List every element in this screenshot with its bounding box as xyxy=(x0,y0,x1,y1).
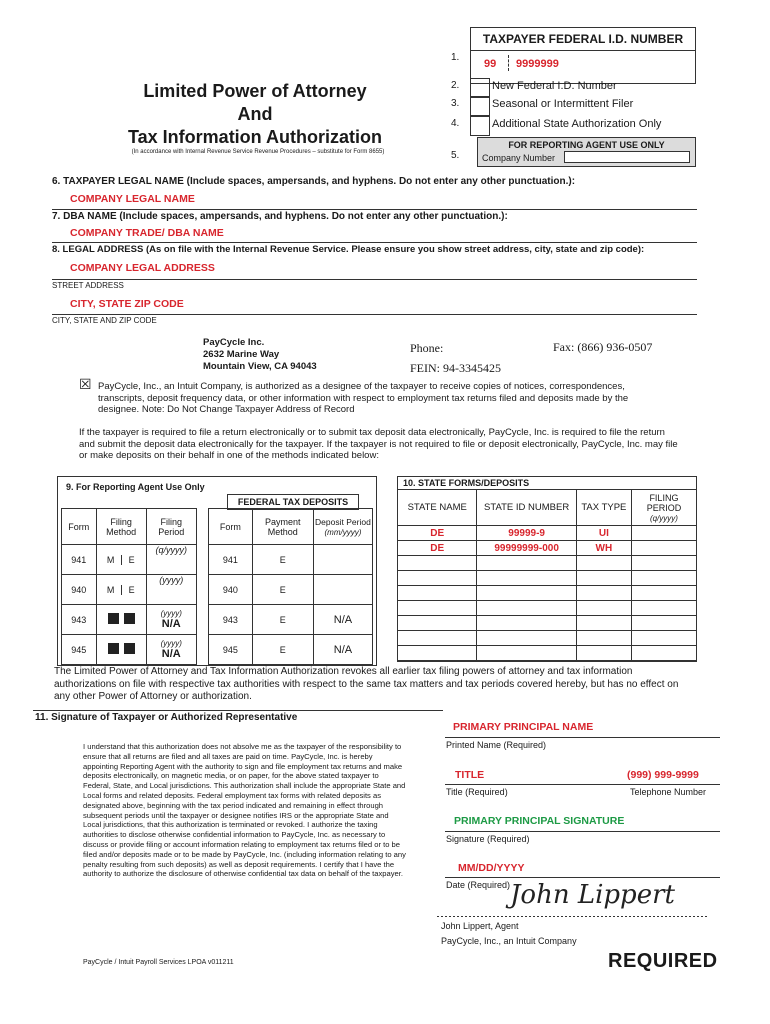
date-label: Date (Required) xyxy=(446,880,511,890)
tax-type-4[interactable] xyxy=(576,571,631,586)
field-6-label: 6. TAXPAYER LEGAL NAME (Include spaces, ampersands, and hyphens. Do not enter any other punctuation.): xyxy=(52,176,576,187)
form-940-dep: 940 xyxy=(209,575,252,605)
blocked-square-icon xyxy=(108,643,119,654)
filing-method-941 xyxy=(96,545,146,575)
state-name-5[interactable] xyxy=(398,586,477,601)
col-state-name: STATE NAME xyxy=(398,490,477,526)
reporting-agent-title: FOR REPORTING AGENT USE ONLY xyxy=(508,140,665,150)
fax-number: Fax: (866) 936-0507 xyxy=(553,340,653,354)
filing-method-940 xyxy=(96,575,146,605)
period-943-format: (yyyy) xyxy=(160,609,182,618)
field-7-line xyxy=(52,242,697,243)
filing-period-format: (q/yyyy) xyxy=(649,513,678,523)
filing-period-6[interactable] xyxy=(631,601,696,616)
blocked-square-icon xyxy=(108,613,119,624)
printed-name-label: Printed Name (Required) xyxy=(446,740,547,750)
col-filing-method: Filing Method xyxy=(96,509,146,545)
option-3-checkbox[interactable] xyxy=(470,96,490,116)
form-943-dep: 943 xyxy=(209,605,252,635)
field-7-label: 7. DBA NAME (Include spaces, ampersands, and hyphens. Do not enter any other punctuation.): xyxy=(52,211,508,222)
revoke-paragraph: The Limited Power of Attorney and Tax Information Authorization revokes all earlier tax filing powers of attorney and tax information authorizations on file with respective tax authorities with respect to the same tax matters and tax periods covered hereby, but has no effect on any other Power of Attorney or authorization. xyxy=(54,666,679,702)
table-row xyxy=(62,635,373,665)
col-state-id: STATE ID NUMBER xyxy=(477,490,576,526)
period-941[interactable]: (q/yyyy) xyxy=(146,545,196,575)
option-2-number: 2. xyxy=(451,80,460,91)
method-e-940[interactable]: E xyxy=(128,584,135,595)
table-row xyxy=(398,556,697,571)
state-id-1[interactable]: 99999-9 xyxy=(477,526,576,541)
state-table xyxy=(397,489,697,661)
tax-type-1[interactable]: UI xyxy=(576,526,631,541)
agent-street: 2632 Marine Way xyxy=(203,349,280,360)
designee-text: PayCycle, Inc., an Intuit Company, is authorized as a designee of the taxpayer to receive copies of notices, correspondences, transcripts, deposit frequency data, or other information with respect to employment tax returns filed and deposits made by the designee. Note: Do Not Change Taxpayer Address of Record xyxy=(98,381,629,415)
title-line-3: Tax Information Authorization xyxy=(128,127,382,147)
tax-type-3[interactable] xyxy=(576,556,631,571)
electronic-filing-paragraph: If the taxpayer is required to file a return electronically or to submit tax deposit data electronically, PayCycle, Inc. is required to file the return and submit the deposit data electronically for the taxpayer. If the taxpayer is not required to file or deposit electronically, PayCycle, Inc. may file or make deposits on their behalf in one of the methods indicated below: xyxy=(79,427,678,461)
section-11-top-line xyxy=(33,710,443,711)
payment-945[interactable]: E xyxy=(252,635,313,665)
tax-type-5[interactable] xyxy=(576,586,631,601)
state-id-2[interactable]: 99999999-000 xyxy=(477,541,576,556)
company-number-label: Company Number xyxy=(482,153,556,163)
agent-signer-name: John Lippert, Agent xyxy=(441,921,519,931)
date-line xyxy=(445,877,720,878)
method-m-940[interactable]: M xyxy=(101,585,122,595)
city-line xyxy=(52,314,697,315)
tax-type-2[interactable]: WH xyxy=(576,541,631,556)
period-945-na: N/A xyxy=(161,648,181,660)
city-state-zip[interactable]: CITY, STATE ZIP CODE xyxy=(70,298,184,310)
payment-940[interactable]: E xyxy=(252,575,313,605)
filing-period-2[interactable] xyxy=(631,541,696,556)
table-row xyxy=(398,571,697,586)
period-945[interactable] xyxy=(146,635,196,665)
table-row xyxy=(398,541,697,556)
federal-id-header: TAXPAYER FEDERAL I.D. NUMBER xyxy=(482,32,684,46)
filing-period-1[interactable] xyxy=(631,526,696,541)
filing-period-8[interactable] xyxy=(631,631,696,646)
state-id-4[interactable] xyxy=(477,571,576,586)
signature-value[interactable]: PRIMARY PRINCIPAL SIGNATURE xyxy=(454,815,625,827)
state-id-6[interactable] xyxy=(477,601,576,616)
state-id-8[interactable] xyxy=(477,631,576,646)
option-3-label: Seasonal or Intermittent Filer xyxy=(492,98,634,110)
field-8-label: 8. LEGAL ADDRESS (As on file with the Internal Revenue Service. Please ensure you show street address, city, state and zip code): xyxy=(52,244,645,255)
option-4-checkbox[interactable] xyxy=(470,116,490,136)
title-value[interactable]: TITLE xyxy=(455,769,485,781)
blocked-square-icon xyxy=(124,643,135,654)
table-row xyxy=(398,631,697,646)
telephone-label: Telephone Number xyxy=(630,787,707,797)
table-row xyxy=(398,616,697,631)
filing-period-5[interactable] xyxy=(631,586,696,601)
option-4-number: 4. xyxy=(451,118,460,129)
title-line-2: And xyxy=(237,104,273,124)
title-subtitle: (In accordance with Internal Revenue Service Revenue Procedures – substitute for Form 8655) xyxy=(131,149,385,155)
phone-label: Phone: xyxy=(410,341,444,355)
tax-type-8[interactable] xyxy=(576,631,631,646)
agent-city: Mountain View, CA 94043 xyxy=(203,361,317,372)
form-943: 943 xyxy=(62,605,97,635)
id-dash-separator xyxy=(508,55,510,71)
federal-id-suffix[interactable]: 9999999 xyxy=(516,58,559,70)
agent-name: PayCycle Inc. xyxy=(203,337,265,348)
filing-method-943-blocked xyxy=(96,605,146,635)
table-row xyxy=(62,605,373,635)
period-943-na: N/A xyxy=(161,618,181,630)
footer-version: PayCycle / Intuit Payroll Services LPOA v011211 xyxy=(83,959,234,966)
legal-street-address[interactable]: COMPANY LEGAL ADDRESS xyxy=(70,262,215,274)
table-row xyxy=(62,575,373,605)
table-row xyxy=(398,646,697,661)
filing-method-945-blocked xyxy=(96,635,146,665)
signature-label: Signature (Required) xyxy=(446,834,530,844)
filing-period-label: FILING PERIOD xyxy=(646,492,682,513)
tax-type-9[interactable] xyxy=(576,646,631,661)
agent-signature-line xyxy=(437,916,707,917)
federal-tax-deposits-title: FEDERAL TAX DEPOSITS xyxy=(227,494,359,510)
period-943[interactable] xyxy=(146,605,196,635)
state-id-5[interactable] xyxy=(477,586,576,601)
tax-type-7[interactable] xyxy=(576,616,631,631)
street-address-label: STREET ADDRESS xyxy=(52,281,124,290)
period-940[interactable]: (yyyy) xyxy=(146,575,196,605)
table-row xyxy=(398,601,697,616)
agent-address xyxy=(203,337,317,373)
state-name-2[interactable]: DE xyxy=(398,541,477,556)
form-940: 940 xyxy=(62,575,97,605)
blocked-square-icon xyxy=(124,613,135,624)
state-name-7[interactable] xyxy=(398,616,477,631)
deposit-period-label: Deposit Period xyxy=(315,516,371,527)
option-3-number: 3. xyxy=(451,98,460,109)
method-m-941[interactable]: M xyxy=(101,555,122,565)
required-stamp: REQUIRED xyxy=(608,950,718,972)
tax-type-6[interactable] xyxy=(576,601,631,616)
street-line xyxy=(52,279,697,280)
col-deposit-period xyxy=(313,509,372,545)
section-11-title: 11. Signature of Taxpayer or Authorized Representative xyxy=(35,712,298,723)
city-state-zip-label: CITY, STATE AND ZIP CODE xyxy=(52,316,157,325)
federal-table xyxy=(61,508,373,665)
federal-id-prefix[interactable]: 99 xyxy=(484,58,497,70)
period-945-format: (yyyy) xyxy=(160,639,182,648)
section-10-title: 10. STATE FORMS/DEPOSITS xyxy=(403,478,530,488)
option-4-label: Additional State Authorization Only xyxy=(492,118,662,130)
date-value[interactable]: MM/DD/YYYY xyxy=(458,862,525,874)
agent-signer-company: PayCycle, Inc., an Intuit Company xyxy=(441,936,577,946)
field-6-line xyxy=(52,209,697,210)
filing-period-4[interactable] xyxy=(631,571,696,586)
payment-943[interactable]: E xyxy=(252,605,313,635)
taxpayer-legal-name[interactable]: COMPANY LEGAL NAME xyxy=(70,193,195,205)
deposit-945[interactable]: N/A xyxy=(313,635,372,665)
state-id-3[interactable] xyxy=(477,556,576,571)
form-945-dep: 945 xyxy=(209,635,252,665)
printed-name-value[interactable]: PRIMARY PRINCIPAL NAME xyxy=(453,721,594,733)
option-2-checkbox[interactable] xyxy=(470,78,490,98)
payment-941[interactable]: E xyxy=(252,545,313,575)
section-9-title: 9. For Reporting Agent Use Only xyxy=(66,482,205,492)
fein-number: FEIN: 94-3345425 xyxy=(410,361,501,375)
dba-name[interactable]: COMPANY TRADE/ DBA NAME xyxy=(70,227,224,239)
col-filing-period: Filing Period xyxy=(146,509,196,545)
method-e-941[interactable]: E xyxy=(128,554,135,565)
signature-line xyxy=(445,831,720,832)
title-label: Title (Required) xyxy=(446,787,508,797)
filing-period-9[interactable] xyxy=(631,646,696,661)
agent-signature: John Lippert xyxy=(510,880,675,910)
designee-checkbox[interactable]: ☒ xyxy=(79,376,92,392)
form-title xyxy=(100,80,410,149)
form-941-dep: 941 xyxy=(209,545,252,575)
printed-name-line xyxy=(445,737,720,738)
title-line-1: Limited Power of Attorney xyxy=(143,81,367,101)
deposit-943[interactable]: N/A xyxy=(313,605,372,635)
item-1-number: 1. xyxy=(451,52,460,63)
state-name-1[interactable]: DE xyxy=(398,526,477,541)
state-id-7[interactable] xyxy=(477,616,576,631)
state-id-9[interactable] xyxy=(477,646,576,661)
state-name-3[interactable] xyxy=(398,556,477,571)
reporting-agent-box xyxy=(477,137,696,167)
form-941: 941 xyxy=(62,545,97,575)
col-filing-period xyxy=(631,490,696,526)
item-5-number: 5. xyxy=(451,150,460,161)
state-name-6[interactable] xyxy=(398,601,477,616)
state-name-8[interactable] xyxy=(398,631,477,646)
table-row xyxy=(398,526,697,541)
col-form: Form xyxy=(62,509,97,545)
deposit-period-format: (mm/yyyy) xyxy=(324,527,362,537)
telephone-value[interactable]: (999) 999-9999 xyxy=(627,769,699,781)
col-tax-type: TAX TYPE xyxy=(576,490,631,526)
filing-period-3[interactable] xyxy=(631,556,696,571)
title-line xyxy=(445,784,720,785)
table-row xyxy=(62,545,373,575)
state-name-4[interactable] xyxy=(398,571,477,586)
col-payment-method: Payment Method xyxy=(252,509,313,545)
company-number-input[interactable] xyxy=(564,151,690,163)
form-945: 945 xyxy=(62,635,97,665)
option-2-label: New Federal I.D. Number xyxy=(492,80,617,92)
col-form-2: Form xyxy=(209,509,252,545)
authorization-text: I understand that this authorization does not absolve me as the taxpayer of the responsibility to ensure that all returns are filed and all taxes are paid on time. PayCycle, Inc. is hereby appointing Reporting Agent with the authority to sign and file employment tax returns and make deposits electronically, on magnetic media, or on paper, for the above stated taxpayer to Federal, State, and Local jurisdictions. This authorization shall include the appropriate State and Local forms and related deposits. Federal employment tax forms with related deposits as designated above, beginning with the tax period indicated and remaining in effect through subsequent periods until the taxpayer or designee notifies IRS or the appropriate State and Local jurisdictions, that this authorization is terminated or revoked. I authorize the taxing authorities to disclose otherwise confidential information to PayCycle, Inc. as necessary to discuss or provide filing or account information relating to employment tax returns filed or to be filed and/or deposits made or to be made by PayCycle, Inc. (including information relating to any penalty resulting from such deposits) as well as deposit requirements. I certify that I have the authority to authorize the disclosure of otherwise confidential tax data on behalf of the taxpayer. xyxy=(83,742,406,879)
filing-period-7[interactable] xyxy=(631,616,696,631)
deposit-940[interactable] xyxy=(313,575,372,605)
id-header-divider xyxy=(470,50,696,51)
table-row xyxy=(398,586,697,601)
state-name-9[interactable] xyxy=(398,646,477,661)
deposit-941[interactable] xyxy=(313,545,372,575)
